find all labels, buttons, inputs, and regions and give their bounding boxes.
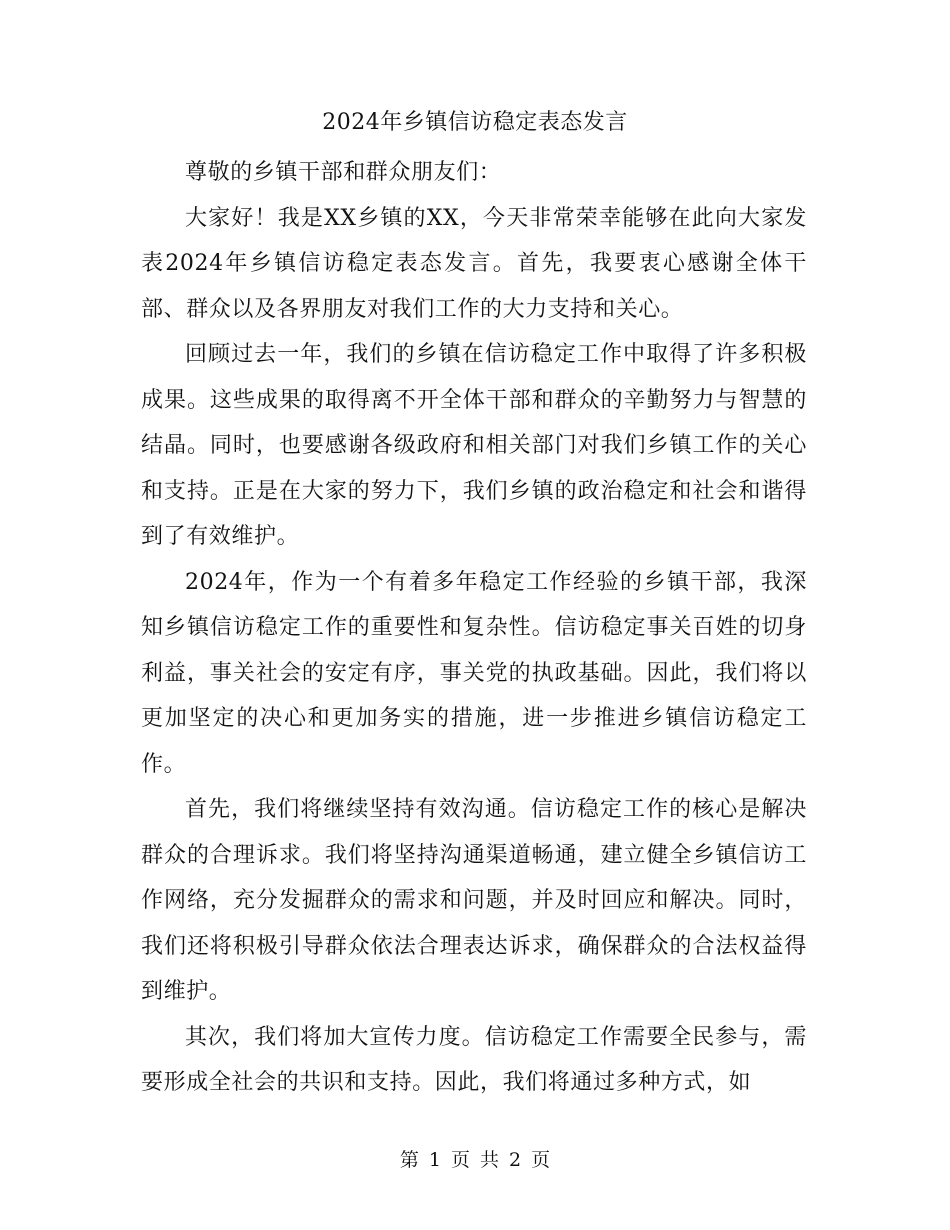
document-body (141, 150, 807, 1106)
document-title: 2024年乡镇信访稳定表态发言 (322, 110, 628, 135)
paragraph-publicity: 其次，我们将加大宣传力度。信访稳定工作需要全民参与，需要形成全社会的共识和支持。因此，我们将通过多种方式，如 (141, 1024, 807, 1095)
paragraph-communication: 首先，我们将继续坚持有效沟通。信访稳定工作的核心是解决群众的合理诉求。我们将坚持沟通渠道畅通，建立健全乡镇信访工作网络，充分发掘群众的需求和问题，并及时回应和解决。同时，我们还将积极引导群众依法合理表达诉求，确保群众的合法权益得到维护。 (141, 797, 807, 1004)
paragraph-salutation: 尊敬的乡镇干部和群众朋友们： (185, 160, 502, 185)
paragraph-2024-outlook: 2024年，作为一个有着多年稳定工作经验的乡镇干部，我深知乡镇信访稳定工作的重要性和复杂性。信访稳定事关百姓的切身利益，事关社会的安定有序，事关党的执政基础。因此，我们将以更加坚定的决心和更加务实的措施，进一步推进乡镇信访稳定工作。 (141, 569, 807, 777)
paragraph-greeting: 大家好！我是XX乡镇的XX，今天非常荣幸能够在此向大家发表2024年乡镇信访稳定表态发言。首先，我要衷心感谢全体干部、群众以及各界朋友对我们工作的大力支持和关心。 (141, 205, 807, 322)
paragraph-review: 回顾过去一年，我们的乡镇在信访稳定工作中取得了许多积极成果。这些成果的取得离不开全体干部和群众的辛勤努力与智慧的结晶。同时，也要感谢各级政府和相关部门对我们乡镇工作的关心和支持。正是在大家的努力下，我们乡镇的政治稳定和社会和谐得到了有效维护。 (141, 342, 807, 549)
page-number-footer: 第 1 页 共 2 页 (399, 1149, 551, 1171)
